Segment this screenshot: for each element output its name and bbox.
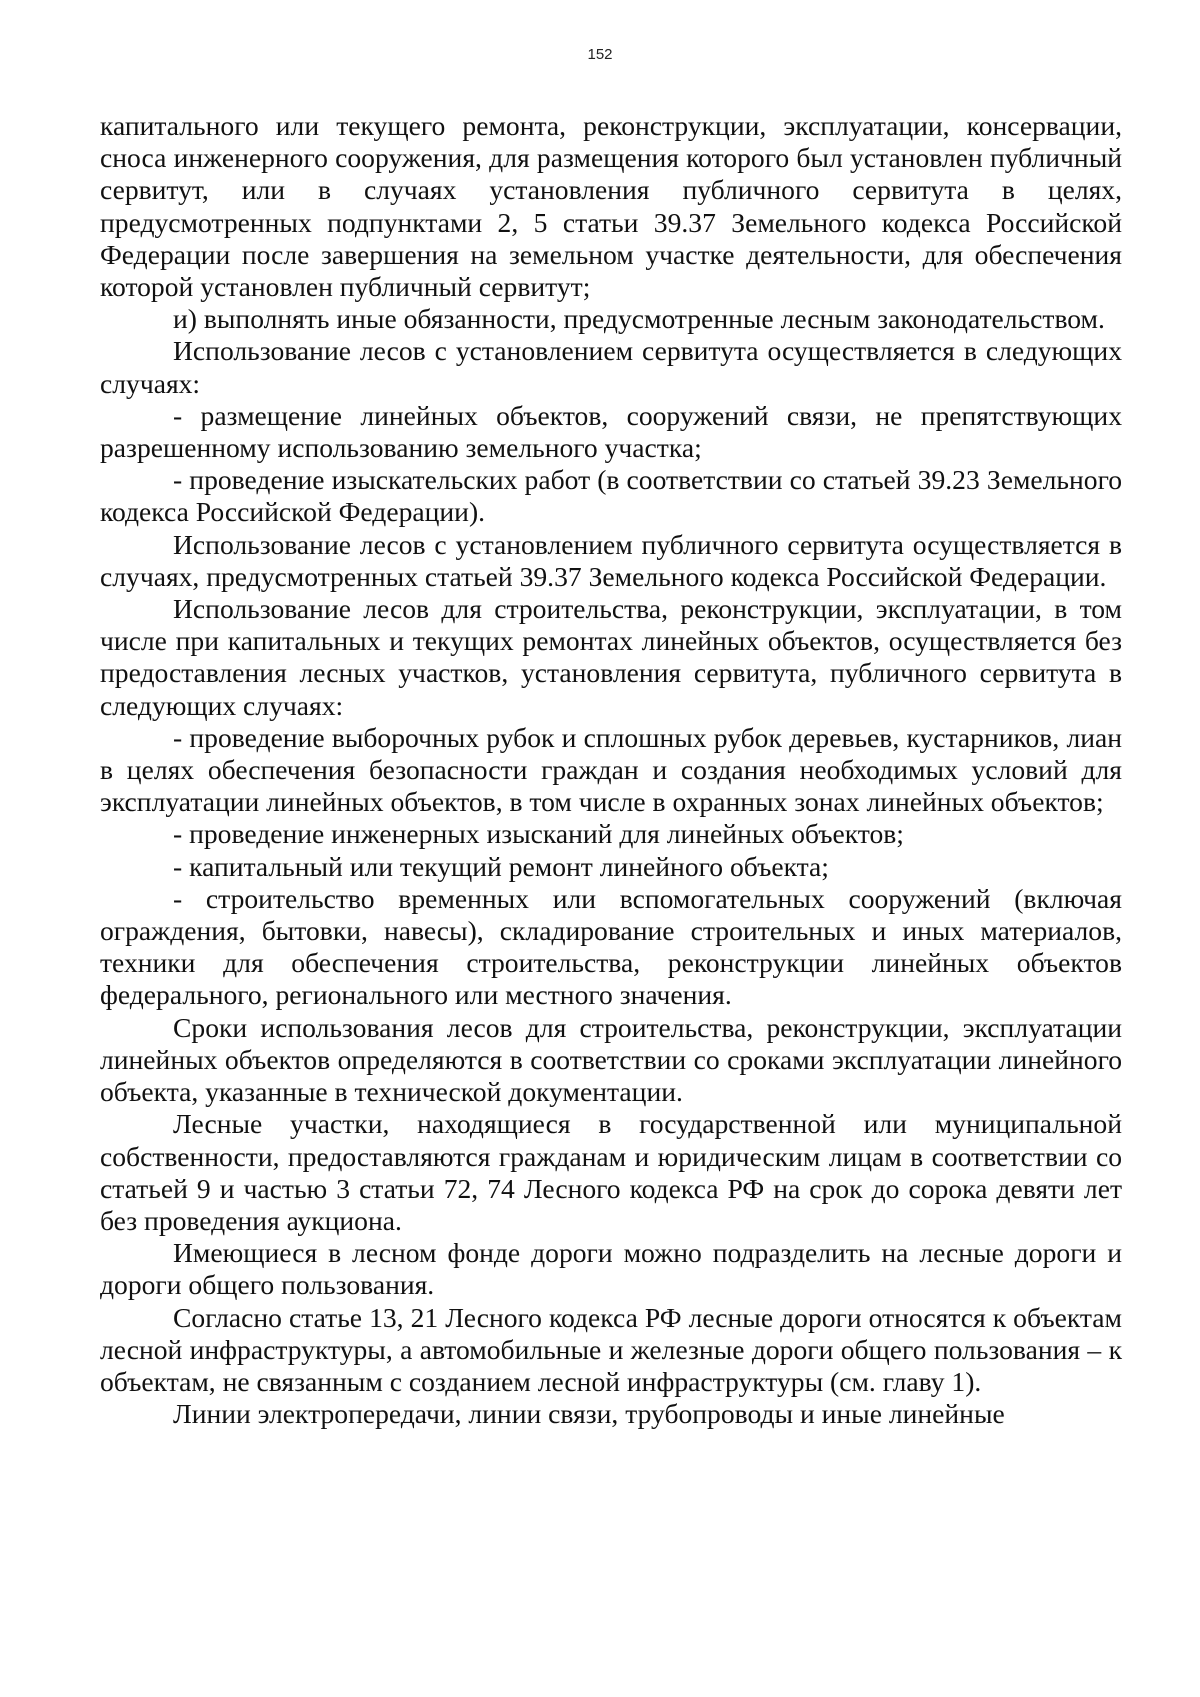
- paragraph-public-servitude: Использование лесов с установлением публичного сервитута осуществляется в случаях, предусмотренных статьей 39.37 Земельного кодекса Российской Федерации.: [100, 528, 1122, 592]
- paragraph-forest-roads: Согласно статье 13, 21 Лесного кодекса РФ лесные дороги относятся к объектам лесной инфраструктуры, а автомобильные и железные дороги общего пользования – к объектам, не связанным с созданием лесной инфраструктуры (см. главу 1).: [100, 1301, 1122, 1397]
- document-body: [100, 110, 1122, 1430]
- list-item: - проведение инженерных изысканий для линейных объектов;: [173, 818, 904, 850]
- list-item: - размещение линейных объектов, сооружений связи, не препятствующих разрешенному использованию земельного участка;: [100, 399, 1122, 464]
- list-item: - капитальный или текущий ремонт линейного объекта;: [173, 850, 829, 882]
- paragraph-item-i: и) выполнять иные обязанности, предусмотренные лесным законодательством.: [173, 303, 1105, 335]
- paragraph-forest-plots: Лесные участки, находящиеся в государственной или муниципальной собственности, предоставляются гражданам и юридическим лицам в соответствии со статьей 9 и частью 3 статьи 72, 74 Лесного кодекса РФ на срок до сорока девяти лет без проведения аукциона.: [100, 1108, 1122, 1236]
- paragraph-roads: Имеющиеся в лесном фонде дороги можно подразделить на лесные дороги и дороги общего пользования.: [100, 1237, 1122, 1301]
- page-number: 152: [587, 46, 613, 63]
- paragraph-power-lines: Линии электропередачи, линии связи, трубопроводы и иные линейные: [173, 1398, 1005, 1430]
- paragraph-continuation: капитального или текущего ремонта, реконструкции, эксплуатации, консервации, сноса инженерного сооружения, для размещения которого был установлен публичный сервитут, или в случаях установления публичного сервитута в целях, предусмотренных подпунктами 2, 5 статьи 39.37 Земельного кодекса Российской Федерации после завершения на земельном участке деятельности, для обеспечения которой установлен публичный сервитут;: [100, 110, 1122, 303]
- list-item: - проведение выборочных рубок и сплошных рубок деревьев, кустарников, лиан в целях обеспечения безопасности граждан и создания необходимых условий для эксплуатации линейных объектов, в том числе в охранных зонах линейных объектов;: [100, 721, 1122, 818]
- paragraph-linear-objects: Использование лесов для строительства, реконструкции, эксплуатации, в том числе при капитальных и текущих ремонтах линейных объектов, осуществляется без предоставления лесных участков, установления сервитута, публичного сервитута в следующих случаях:: [100, 593, 1122, 721]
- paragraph-terms: Сроки использования лесов для строительства, реконструкции, эксплуатации линейных объектов определяются в соответствии со сроками эксплуатации линейного объекта, указанные в технической документации.: [100, 1011, 1122, 1108]
- paragraph-servitude-cases: Использование лесов с установлением сервитута осуществляется в следующих случаях:: [100, 335, 1122, 399]
- list-item: - проведение изыскательских работ (в соответствии со статьей 39.23 Земельного кодекса Российской Федерации).: [100, 464, 1122, 528]
- list-item: - строительство временных или вспомогательных сооружений (включая ограждения, бытовки, навесы), складирование строительных и иных материалов, техники для обеспечения строительства, реконструкции линейных объектов федерального, регионального или местного значения.: [100, 882, 1122, 1011]
